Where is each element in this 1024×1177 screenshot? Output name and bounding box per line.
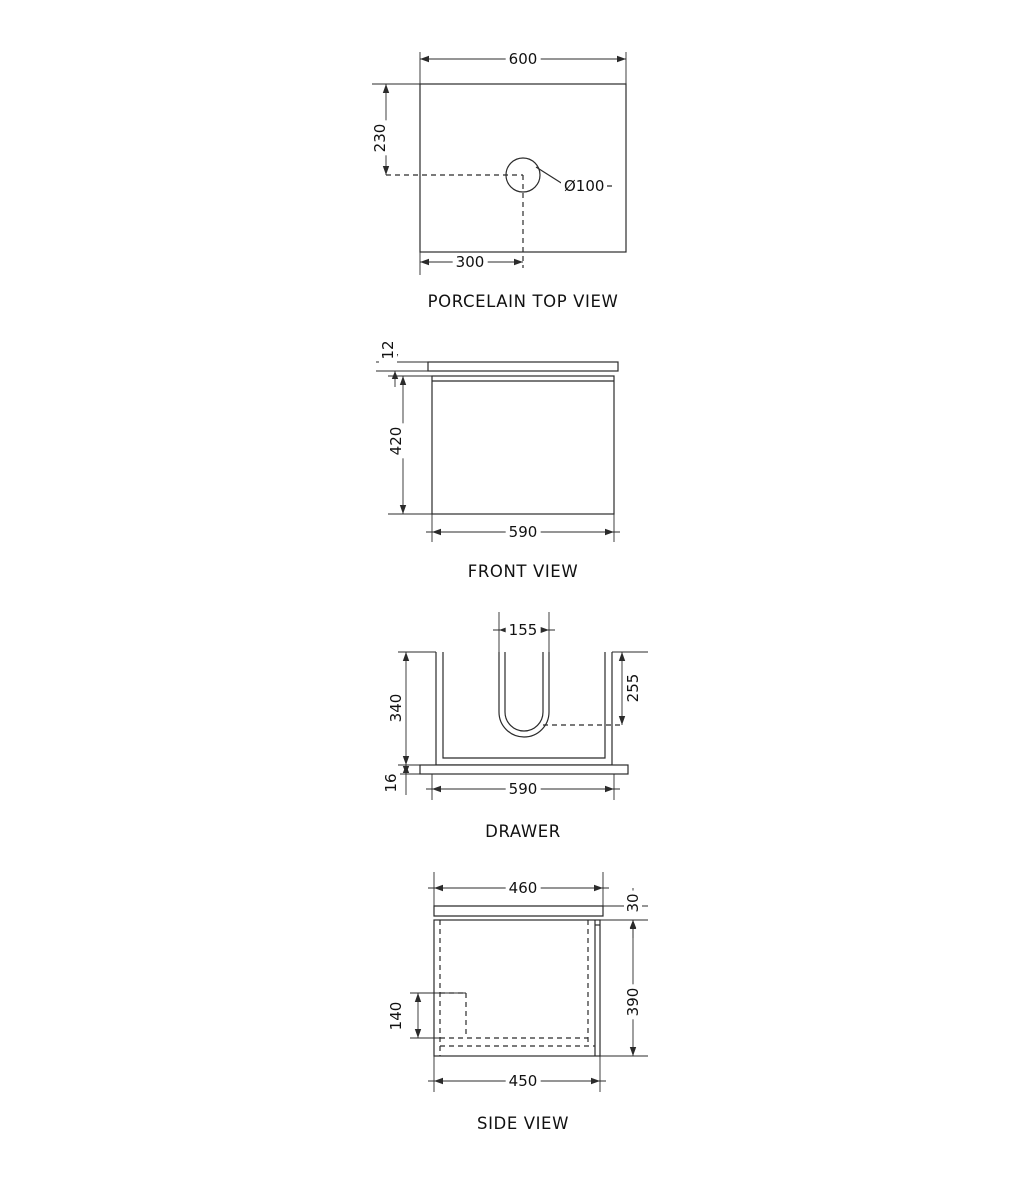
dim-top-hole-diameter: Ø100 xyxy=(561,177,607,195)
caption-drawer-view: DRAWER xyxy=(485,822,561,841)
dim-front-top-thickness: 12 xyxy=(379,337,397,362)
dim-top-width: 600 xyxy=(506,50,541,68)
dim-drawer-base-thickness: 16 xyxy=(382,770,400,795)
front-view-geometry xyxy=(428,362,618,514)
caption-front-view: FRONT VIEW xyxy=(467,562,579,581)
porcelain-top-view-geometry xyxy=(386,84,626,268)
dim-top-hole-from-left: 300 xyxy=(453,253,488,271)
side-view-geometry xyxy=(434,906,603,1056)
dim-drawer-height: 340 xyxy=(387,691,405,726)
dim-top-hole-from-rear: 230 xyxy=(371,121,389,156)
dim-side-top-depth: 460 xyxy=(506,879,541,897)
dim-front-height: 420 xyxy=(387,424,405,459)
dim-front-width: 590 xyxy=(506,523,541,541)
caption-porcelain-top-view: PORCELAIN TOP VIEW xyxy=(427,292,619,311)
dim-drawer-cutout-depth: 255 xyxy=(624,671,642,706)
dim-side-internal-offset: 140 xyxy=(387,999,405,1034)
dim-side-depth: 450 xyxy=(506,1072,541,1090)
dim-side-top-assembly: 30 xyxy=(624,890,642,915)
caption-side-view: SIDE VIEW xyxy=(476,1114,570,1133)
dim-drawer-width: 590 xyxy=(506,780,541,798)
drawer-view-geometry xyxy=(420,652,628,774)
dim-drawer-cutout-width: 155 xyxy=(506,621,541,639)
dim-side-height: 390 xyxy=(624,985,642,1020)
